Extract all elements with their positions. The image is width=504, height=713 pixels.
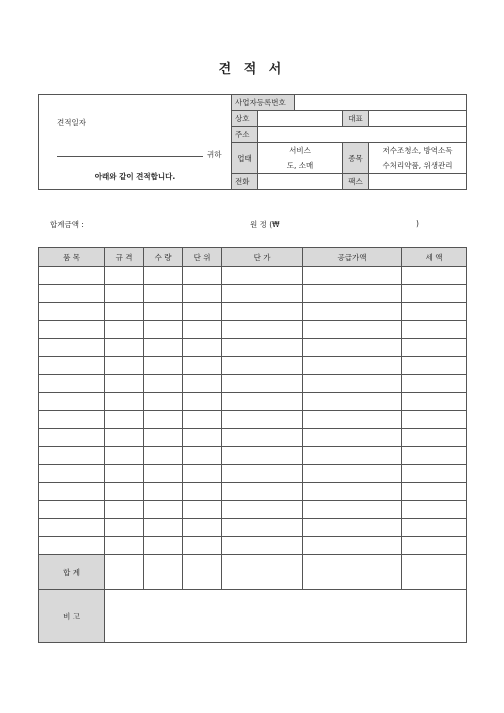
table-cell[interactable] [183, 339, 222, 357]
table-cell[interactable] [183, 357, 222, 375]
table-cell[interactable] [303, 303, 402, 321]
remarks-field[interactable] [105, 590, 467, 643]
table-cell[interactable] [39, 339, 105, 357]
notice-text: 아래와 같이 견적합니다. [94, 172, 176, 181]
ceo-label: 대표 [343, 111, 369, 127]
address-field[interactable] [258, 127, 467, 143]
reg-no-field[interactable] [295, 95, 467, 111]
table-cell[interactable] [402, 519, 467, 537]
table-cell[interactable] [39, 429, 105, 447]
recipient-area [39, 95, 232, 190]
table-cell[interactable] [303, 555, 402, 590]
table-row [39, 357, 467, 375]
table-row [39, 501, 467, 519]
company-label: 상호 [232, 111, 258, 127]
table-cell[interactable] [402, 537, 467, 555]
table-cell[interactable] [39, 537, 105, 555]
column-header: 수 량 [144, 248, 183, 267]
table-cell[interactable] [183, 483, 222, 501]
table-cell[interactable] [303, 339, 402, 357]
fax-label: 팩스 [343, 174, 369, 190]
table-cell[interactable] [183, 303, 222, 321]
table-row [39, 303, 467, 321]
column-header: 규 격 [105, 248, 144, 267]
column-header: 단 가 [222, 248, 303, 267]
table-cell[interactable] [39, 375, 105, 393]
column-header: 품 목 [39, 248, 105, 267]
table-cell[interactable] [39, 357, 105, 375]
table-cell[interactable] [105, 519, 144, 537]
fax-field[interactable] [369, 174, 467, 190]
total-row [39, 555, 467, 590]
table-cell[interactable] [303, 465, 402, 483]
table-cell[interactable] [222, 303, 303, 321]
table-row [39, 285, 467, 303]
table-cell[interactable] [303, 411, 402, 429]
table-cell[interactable] [183, 267, 222, 285]
table-cell[interactable] [222, 555, 303, 590]
table-cell[interactable] [222, 465, 303, 483]
table-cell[interactable] [144, 519, 183, 537]
table-cell[interactable] [222, 357, 303, 375]
table-cell[interactable] [144, 321, 183, 339]
table-cell[interactable] [183, 519, 222, 537]
table-cell[interactable] [144, 393, 183, 411]
table-cell[interactable] [105, 447, 144, 465]
table-cell[interactable] [303, 519, 402, 537]
column-header: 세 액 [402, 248, 467, 267]
table-cell[interactable] [222, 447, 303, 465]
total-amount-label: 합계금액 : [50, 220, 84, 229]
table-cell[interactable] [402, 303, 467, 321]
table-cell[interactable] [144, 501, 183, 519]
biz-item-value-2: 수처리약품, 위생관리 [369, 158, 467, 174]
table-cell[interactable] [402, 375, 467, 393]
table-cell[interactable] [39, 447, 105, 465]
table-cell[interactable] [39, 411, 105, 429]
total-row-label: 합 계 [39, 555, 105, 590]
table-cell[interactable] [303, 375, 402, 393]
column-header: 공급가액 [303, 248, 402, 267]
table-cell[interactable] [222, 483, 303, 501]
won-close: ) [416, 219, 419, 228]
table-cell[interactable] [303, 537, 402, 555]
biz-type-label: 업태 [232, 143, 258, 174]
table-cell[interactable] [105, 339, 144, 357]
table-cell[interactable] [222, 339, 303, 357]
table-cell[interactable] [303, 483, 402, 501]
table-cell[interactable] [144, 375, 183, 393]
table-cell[interactable] [105, 411, 144, 429]
quote-date-label: 견적일자 [57, 118, 86, 127]
table-cell[interactable] [105, 429, 144, 447]
table-cell[interactable] [183, 285, 222, 303]
table-cell[interactable] [183, 537, 222, 555]
table-cell[interactable] [183, 411, 222, 429]
address-label: 주소 [232, 127, 258, 143]
table-cell[interactable] [222, 321, 303, 339]
table-cell[interactable] [105, 555, 144, 590]
table-row [39, 411, 467, 429]
header-table [38, 94, 467, 190]
table-cell[interactable] [402, 465, 467, 483]
table-cell[interactable] [402, 393, 467, 411]
company-field[interactable] [258, 111, 343, 127]
table-row [39, 465, 467, 483]
table-cell[interactable] [39, 501, 105, 519]
table-cell[interactable] [144, 285, 183, 303]
table-cell[interactable] [303, 357, 402, 375]
table-cell[interactable] [144, 339, 183, 357]
table-cell[interactable] [183, 501, 222, 519]
table-cell[interactable] [222, 285, 303, 303]
table-cell[interactable] [105, 321, 144, 339]
remarks-label: 비 고 [39, 590, 105, 643]
table-cell[interactable] [144, 411, 183, 429]
table-cell[interactable] [183, 555, 222, 590]
table-cell[interactable] [105, 483, 144, 501]
table-cell[interactable] [105, 501, 144, 519]
table-cell[interactable] [105, 303, 144, 321]
table-cell[interactable] [105, 537, 144, 555]
table-cell[interactable] [105, 375, 144, 393]
table-cell[interactable] [144, 429, 183, 447]
table-cell[interactable] [183, 321, 222, 339]
table-cell[interactable] [222, 393, 303, 411]
biz-item-label: 종목 [343, 143, 369, 174]
table-cell[interactable] [105, 465, 144, 483]
table-row [39, 483, 467, 501]
items-table [38, 247, 467, 643]
table-cell[interactable] [402, 411, 467, 429]
table-cell[interactable] [144, 465, 183, 483]
table-row [39, 339, 467, 357]
table-cell[interactable] [303, 321, 402, 339]
phone-label: 전화 [232, 174, 258, 190]
table-cell[interactable] [144, 483, 183, 501]
table-cell[interactable] [303, 429, 402, 447]
table-row [39, 447, 467, 465]
recipient-line[interactable] [57, 156, 203, 157]
table-cell[interactable] [402, 429, 467, 447]
table-row [39, 375, 467, 393]
document-title: 견 적 서 [218, 62, 286, 77]
table-row [39, 519, 467, 537]
table-cell[interactable] [39, 393, 105, 411]
table-row [39, 537, 467, 555]
table-cell[interactable] [144, 447, 183, 465]
table-cell[interactable] [222, 537, 303, 555]
table-cell[interactable] [144, 555, 183, 590]
table-cell[interactable] [183, 375, 222, 393]
ceo-field[interactable] [369, 111, 467, 127]
table-cell[interactable] [402, 285, 467, 303]
table-cell[interactable] [402, 501, 467, 519]
table-cell[interactable] [402, 339, 467, 357]
table-row [39, 429, 467, 447]
table-cell[interactable] [144, 357, 183, 375]
table-cell[interactable] [105, 285, 144, 303]
table-cell[interactable] [222, 519, 303, 537]
table-cell[interactable] [105, 267, 144, 285]
biz-type-value-2: 도, 소매 [258, 158, 343, 174]
table-row [39, 321, 467, 339]
table-cell[interactable] [183, 393, 222, 411]
reg-no-label: 사업자등록번호 [232, 95, 295, 111]
table-cell[interactable] [303, 267, 402, 285]
table-cell[interactable] [183, 447, 222, 465]
table-cell[interactable] [402, 483, 467, 501]
table-cell[interactable] [222, 267, 303, 285]
table-cell[interactable] [402, 321, 467, 339]
table-row [39, 267, 467, 285]
table-cell[interactable] [39, 465, 105, 483]
biz-item-value-1: 저수조청소, 방역소독 [369, 143, 467, 159]
table-cell[interactable] [402, 267, 467, 285]
table-cell[interactable] [39, 303, 105, 321]
table-cell[interactable] [183, 429, 222, 447]
table-cell[interactable] [144, 537, 183, 555]
table-cell[interactable] [402, 447, 467, 465]
column-header: 단 위 [183, 248, 222, 267]
table-cell[interactable] [105, 357, 144, 375]
table-cell[interactable] [303, 447, 402, 465]
biz-type-value-1: 서비스 [258, 143, 343, 159]
table-cell[interactable] [144, 267, 183, 285]
table-cell[interactable] [39, 483, 105, 501]
won-label: 원 정 (₩ [250, 220, 280, 229]
items-header-row [39, 248, 467, 267]
table-cell[interactable] [39, 321, 105, 339]
table-row [39, 393, 467, 411]
table-cell[interactable] [402, 555, 467, 590]
table-cell[interactable] [303, 393, 402, 411]
remarks-row [39, 590, 467, 643]
table-cell[interactable] [183, 465, 222, 483]
table-cell[interactable] [39, 267, 105, 285]
recipient-suffix: 귀하 [207, 150, 222, 159]
table-cell[interactable] [222, 429, 303, 447]
table-cell[interactable] [222, 411, 303, 429]
table-cell[interactable] [39, 519, 105, 537]
table-cell[interactable] [144, 303, 183, 321]
table-cell[interactable] [402, 357, 467, 375]
table-cell[interactable] [303, 285, 402, 303]
table-cell[interactable] [105, 393, 144, 411]
phone-field[interactable] [258, 174, 343, 190]
table-cell[interactable] [222, 375, 303, 393]
table-cell[interactable] [303, 501, 402, 519]
table-cell[interactable] [39, 285, 105, 303]
table-cell[interactable] [222, 501, 303, 519]
